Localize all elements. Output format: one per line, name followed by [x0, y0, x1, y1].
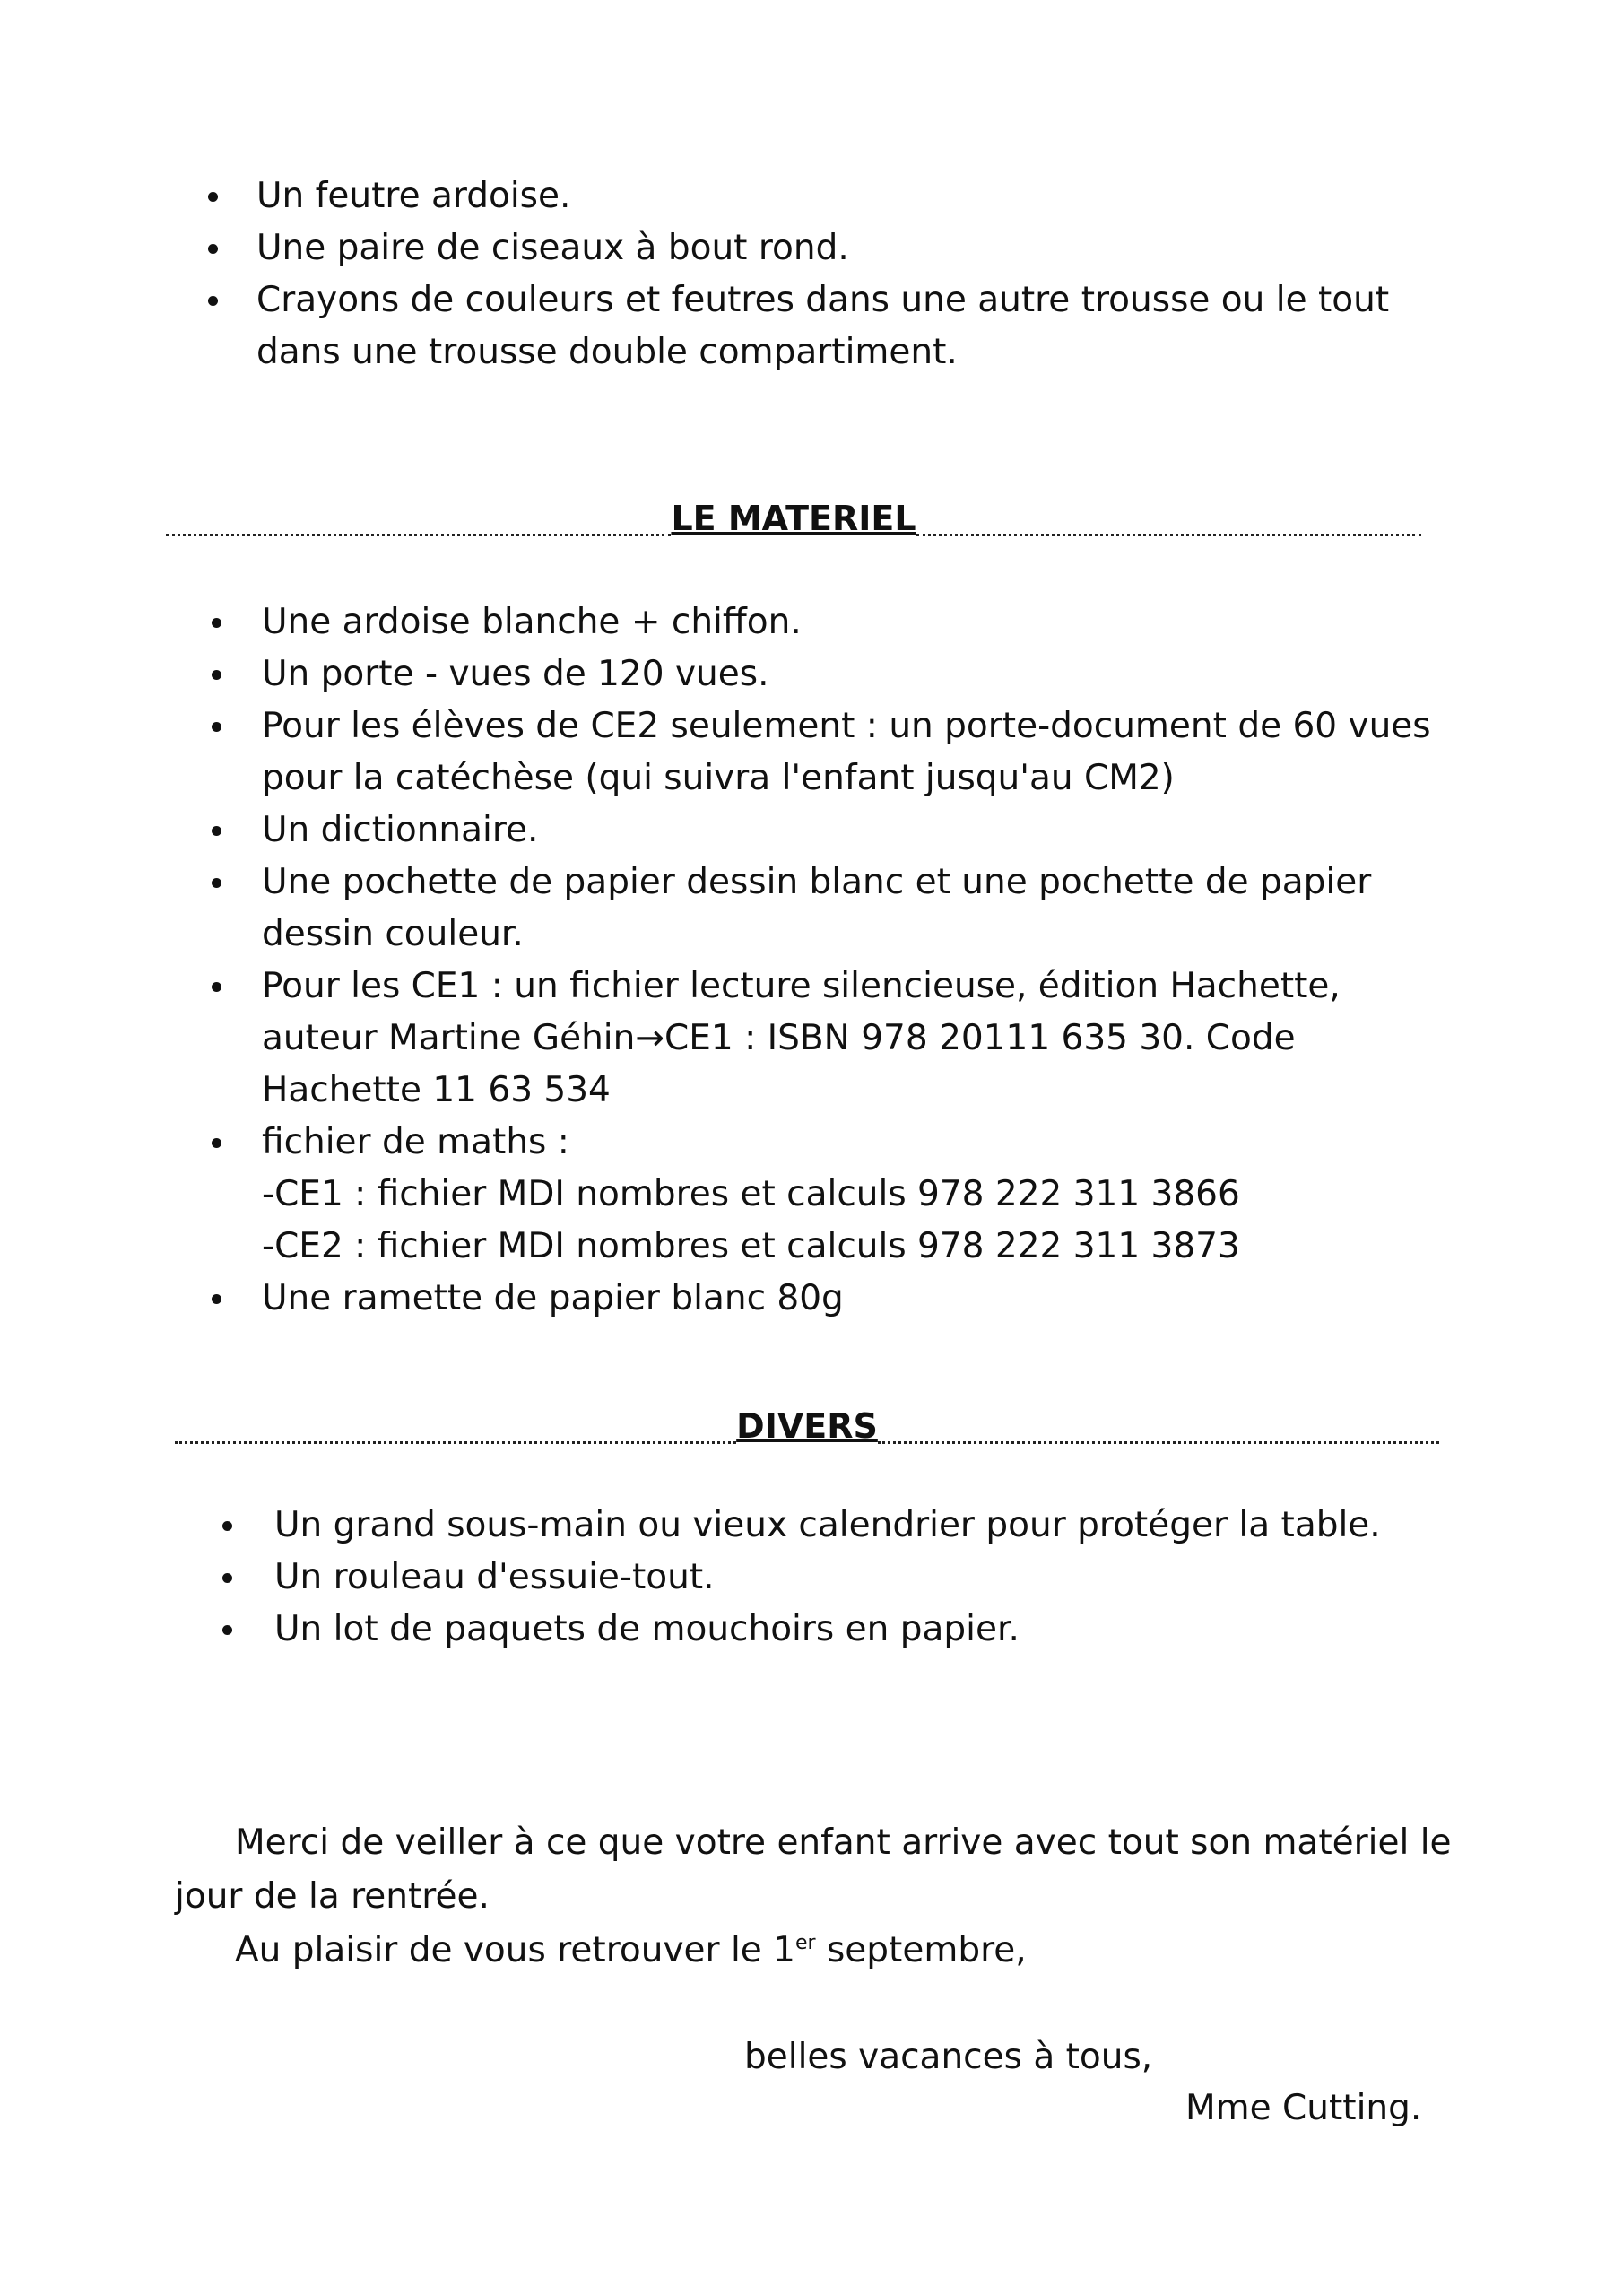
list-item: Une paire de ciseaux à bout rond. — [208, 222, 1508, 274]
bullet-icon — [212, 722, 221, 732]
list-item: Un lot de paquets de mouchoirs en papier. — [222, 1604, 1523, 1656]
bullet-icon — [208, 296, 218, 306]
list-item: Un feutre ardoise. — [208, 170, 1508, 222]
list-item: Un porte - vues de 120 vues. — [212, 648, 1512, 700]
list-item: Pour les CE1 : un fichier lecture silencieuse, édition Hachette, auteur Martine Géhin→CE1 : ISBN 978 20111 635 30. Code Hachette 11 63 534 — [212, 961, 1512, 1117]
closing-line-3: Au plaisir de vous retrouver le 1er septembre, — [235, 1930, 1027, 1970]
list-item: Un grand sous-main ou vieux calendrier pour protéger la table. — [222, 1500, 1523, 1552]
bullet-icon — [212, 1294, 221, 1304]
list-item: Crayons de couleurs et feutres dans une autre trousse ou le tout dans une trousse double compartiment. — [208, 274, 1508, 378]
section-title: DIVERS — [736, 1406, 878, 1446]
bullet-icon — [222, 1521, 232, 1531]
list-item: fichier de maths : -CE1 : fichier MDI nombres et calculs 978 222 311 3866 -CE2 : fichier MDI nombres et calculs 978 222 311 3873 — [212, 1117, 1512, 1273]
ordinal-suffix: er — [795, 1932, 816, 1954]
bullet-icon — [222, 1625, 232, 1635]
list-item: Une ardoise blanche + chiffon. — [212, 596, 1512, 648]
closing-line-1: Merci de veiller à ce que votre enfant arrive avec tout son matériel le — [235, 1822, 1452, 1863]
dotted-rule — [175, 1441, 736, 1444]
list-item: Une pochette de papier dessin blanc et une pochette de papier dessin couleur. — [212, 857, 1512, 961]
list-item: Une ramette de papier blanc 80g — [212, 1273, 1512, 1325]
dotted-rule — [878, 1441, 1439, 1444]
list-item: Pour les élèves de CE2 seulement : un porte-document de 60 vues pour la catéchèse (qui suivra l'enfant jusqu'au CM2) — [212, 700, 1512, 804]
section-header-divers — [175, 1399, 1439, 1453]
bullet-icon — [212, 982, 221, 992]
list-item: Un dictionnaire. — [212, 804, 1512, 857]
signature: Mme Cutting. — [1185, 2088, 1422, 2128]
bullet-icon — [212, 826, 221, 836]
section-header-materiel — [166, 491, 1421, 545]
dotted-rule — [166, 534, 671, 536]
dotted-rule — [916, 534, 1421, 536]
bullet-icon — [208, 244, 218, 254]
closing-wish: belles vacances à tous, — [744, 2037, 1153, 2077]
section-title: LE MATERIEL — [671, 499, 916, 538]
divers-list — [222, 1500, 1523, 1656]
bullet-icon — [212, 670, 221, 680]
bullet-icon — [208, 192, 218, 202]
bullet-icon — [222, 1573, 232, 1583]
top-supplies-list — [208, 170, 1508, 378]
bullet-icon — [212, 618, 221, 628]
bullet-icon — [212, 1138, 221, 1148]
closing-line-2: jour de la rentrée. — [175, 1876, 490, 1917]
bullet-icon — [212, 878, 221, 888]
list-item: Un rouleau d'essuie-tout. — [222, 1552, 1523, 1604]
materiel-list — [212, 596, 1512, 1325]
